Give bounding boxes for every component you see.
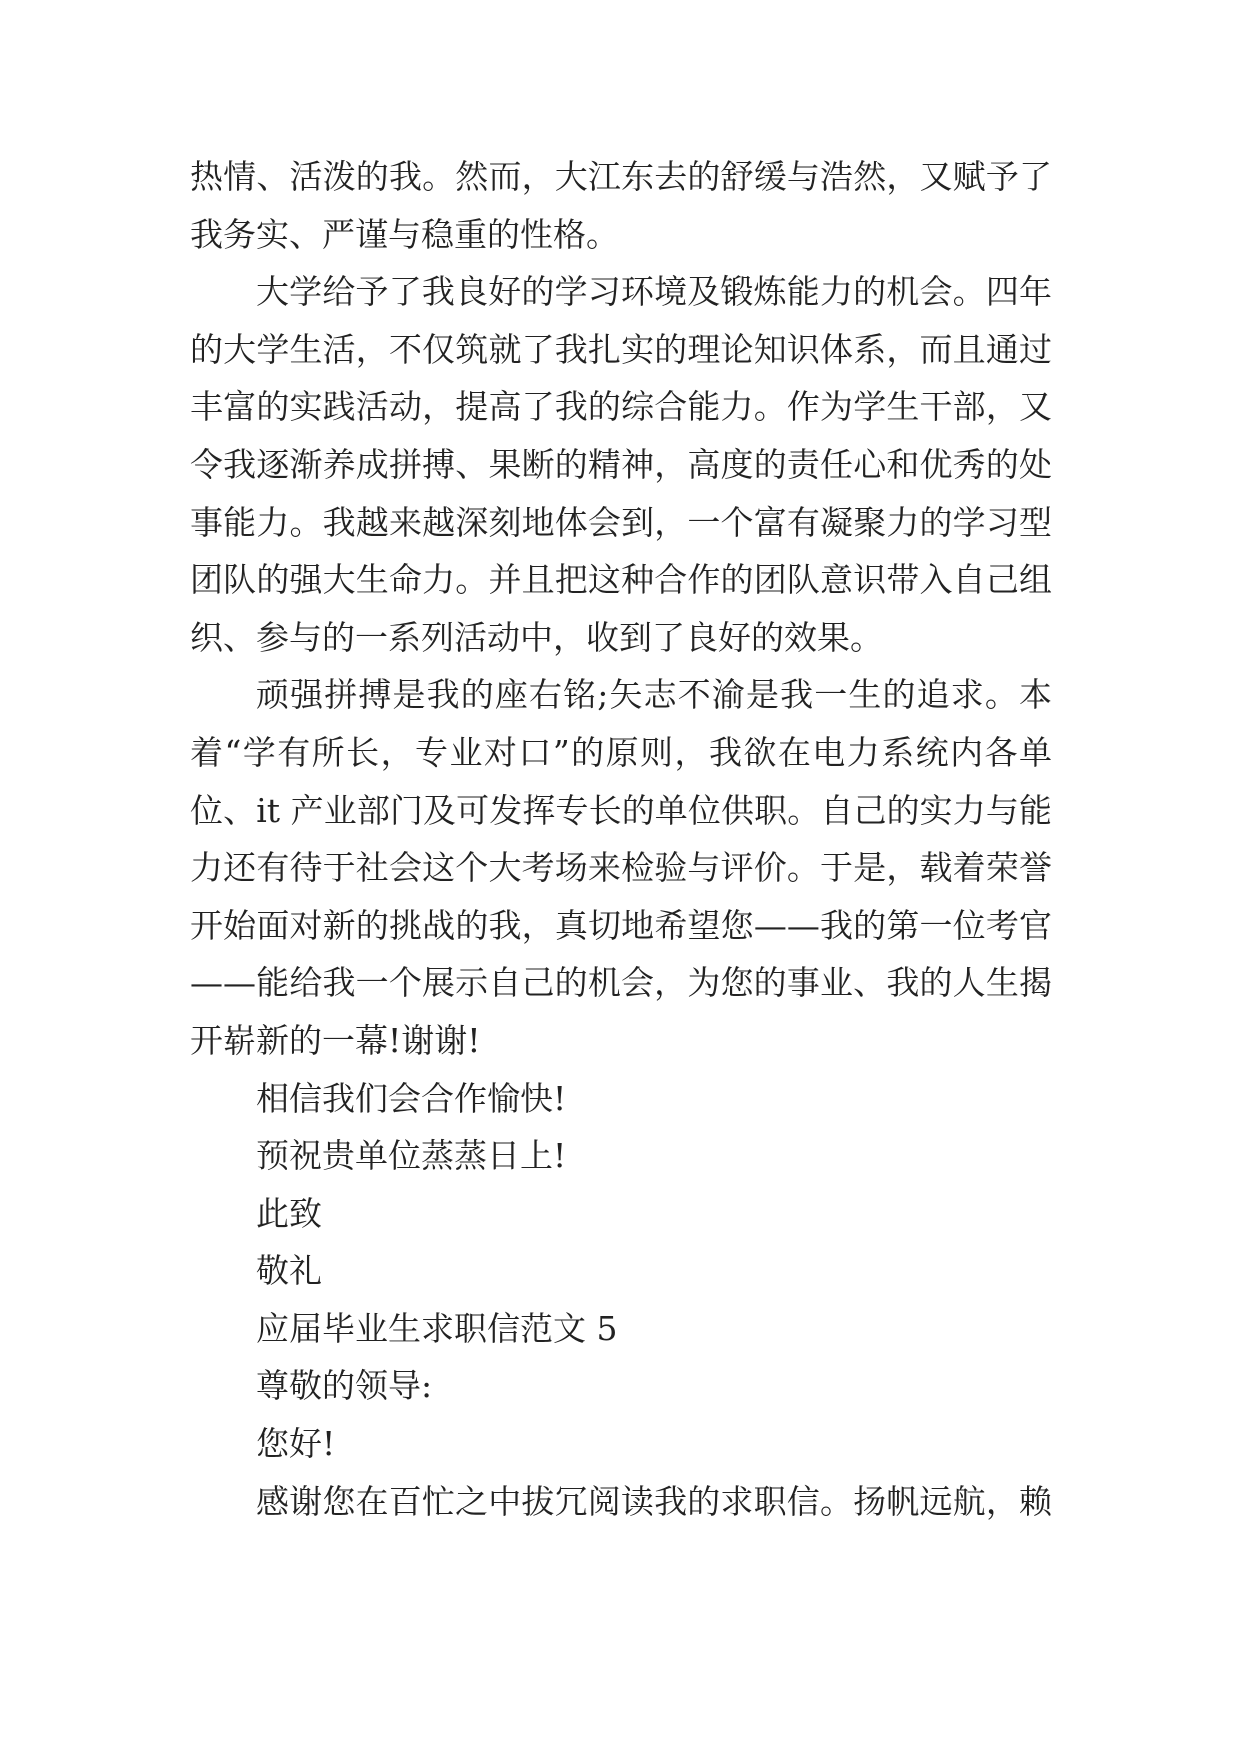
text-line: 顽强拼搏是我的座右铭;矢志不渝是我一生的追求。本 (256, 675, 1052, 715)
text-line: 开崭新的一幕!谢谢! (190, 1020, 481, 1060)
text-line: ——能给我一个展示自己的机会，为您的事业、我的人生揭 (190, 963, 1052, 1003)
text-line: 丰富的实践活动，提高了我的综合能力。作为学生干部，又 (190, 387, 1052, 427)
text-line: 力还有待于社会这个大考场来检验与评价。于是，载着荣誉 (190, 848, 1052, 888)
closing-salutation: 此致 (256, 1193, 322, 1233)
text-line: 位、it 产业部门及可发挥专长的单位供职。自己的实力与能 (190, 790, 1052, 830)
text-line: 大学给予了我良好的学习环境及锻炼能力的机会。四年 (256, 272, 1052, 312)
text-line: 令我逐渐养成拼搏、果断的精神，高度的责任心和优秀的处 (190, 444, 1052, 484)
paragraph-opening (190, 1473, 1052, 1531)
text-line: 感谢您在百忙之中拔冗阅读我的求职信。扬帆远航，赖 (256, 1481, 1052, 1521)
text-line: 事能力。我越来越深刻地体会到，一个富有凝聚力的学习型 (190, 502, 1052, 542)
paragraph-university (190, 263, 1052, 666)
greeting-hello: 您好! (256, 1424, 336, 1464)
closing-regards: 敬礼 (256, 1251, 322, 1291)
greeting-addressee: 尊敬的领导: (256, 1366, 433, 1406)
paragraph-personality (190, 148, 1052, 263)
letter-body (190, 148, 1052, 1530)
text-line: 热情、活泼的我。然而，大江东去的舒缓与浩然，又赋予了 (190, 157, 1052, 196)
text-line: 的大学生活，不仅筑就了我扎实的理论知识体系，而且通过 (190, 329, 1052, 369)
text-line: 织、参与的一系列活动中，收到了良好的效果。 (190, 617, 883, 657)
text-line: 着“学有所长，专业对口”的原则，我欲在电力系统内各单 (190, 732, 1052, 772)
section-heading: 应届毕业生求职信范文 5 (256, 1308, 618, 1348)
text-line: 团队的强大生命力。并且把这种合作的团队意识带入自己组 (190, 560, 1052, 600)
paragraph-motto (190, 666, 1052, 1069)
closing-line-wishes: 预祝贵单位蒸蒸日上! (256, 1136, 567, 1176)
closing-line-cooperation: 相信我们会合作愉快! (256, 1078, 567, 1118)
text-line: 我务实、严谨与稳重的性格。 (190, 214, 619, 254)
text-line: 开始面对新的挑战的我，真切地希望您——我的第一位考官 (190, 905, 1052, 945)
